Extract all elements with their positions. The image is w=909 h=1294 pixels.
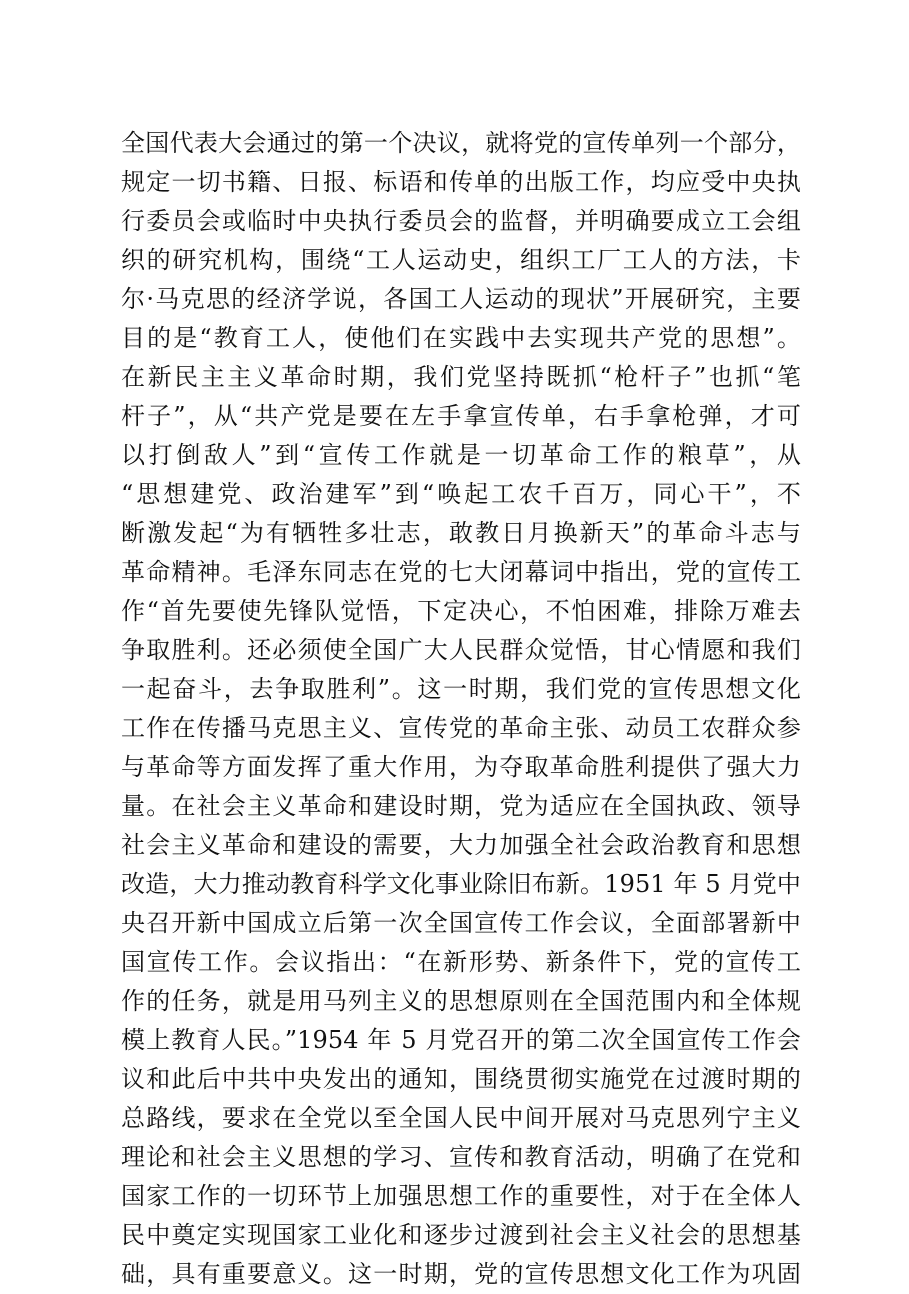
text-line: 国家工作的一切环节上加强思想工作的重要性，对于在全体人 [121,1182,801,1210]
text-line: 争取胜利。还必须使全国广大人民群众觉悟，甘心情愿和我们 [121,636,801,664]
text-line: 议和此后中共中央发出的通知，围绕贯彻实施党在过渡时期的 [121,1065,801,1093]
text-line: 织的研究机构，围绕“工人运动史，组织工厂工人的方法，卡 [121,246,801,274]
text-line: 行委员会或临时中央执行委员会的监督，并明确要成立工会组 [121,207,801,235]
text-line: 改造，大力推动教育科学文化事业除旧布新。1951 年 5 月党中 [121,870,801,898]
text-line: 目的是“教育工人，使他们在实践中去实现共产党的思想”。 [121,324,801,352]
text-line: 民中奠定实现国家工业化和逐步过渡到社会主义社会的思想基 [121,1221,801,1249]
text-line: 革命精神。毛泽东同志在党的七大闭幕词中指出，党的宣传工 [121,558,801,586]
text-line: 断激发起“为有牺牲多壮志，敢教日月换新天”的革命斗志与 [121,519,801,547]
text-line: 础，具有重要意义。这一时期，党的宣传思想文化工作为巩固 [121,1260,801,1288]
text-line: 尔·马克思的经济学说，各国工人运动的现状”开展研究，主要 [121,285,801,313]
text-line: 规定一切书籍、日报、标语和传单的出版工作，均应受中央执 [121,168,801,196]
text-line: 社会主义革命和建设的需要，大力加强全社会政治教育和思想 [121,831,801,859]
text-line: 工作在传播马克思主义、宣传党的革命主张、动员工农群众参 [121,714,801,742]
text-line: “思想建党、政治建军”到“唤起工农千百万，同心干”，不 [121,480,801,508]
body-paragraph [121,124,801,1294]
text-line: 国宣传工作。会议指出：“在新形势、新条件下，党的宣传工 [121,948,801,976]
text-line: 一起奋斗，去争取胜利”。这一时期，我们党的宣传思想文化 [121,675,801,703]
text-line: 以打倒敌人”到“宣传工作就是一切革命工作的粮草”，从 [121,441,801,469]
text-line: 杆子”，从“共产党是要在左手拿宣传单，右手拿枪弹，才可 [121,402,801,430]
text-line: 在新民主主义革命时期，我们党坚持既抓“枪杆子”也抓“笔 [121,363,801,391]
text-line: 央召开新中国成立后第一次全国宣传工作会议，全面部署新中 [121,909,801,937]
text-line: 作“首先要使先锋队觉悟，下定决心，不怕困难，排除万难去 [121,597,801,625]
text-line: 总路线，要求在全党以至全国人民中间开展对马克思列宁主义 [121,1104,801,1132]
text-line: 量。在社会主义革命和建设时期，党为适应在全国执政、领导 [121,792,801,820]
text-line: 作的任务，就是用马列主义的思想原则在全国范围内和全体规 [121,987,801,1015]
text-line: 理论和社会主义思想的学习、宣传和教育活动，明确了在党和 [121,1143,801,1171]
text-line: 与革命等方面发挥了重大作用，为夺取革命胜利提供了强大力 [121,753,801,781]
text-line: 模上教育人民。”1954 年 5 月党召开的第二次全国宣传工作会 [121,1026,801,1054]
text-line: 全国代表大会通过的第一个决议，就将党的宣传单列一个部分， [121,129,801,157]
